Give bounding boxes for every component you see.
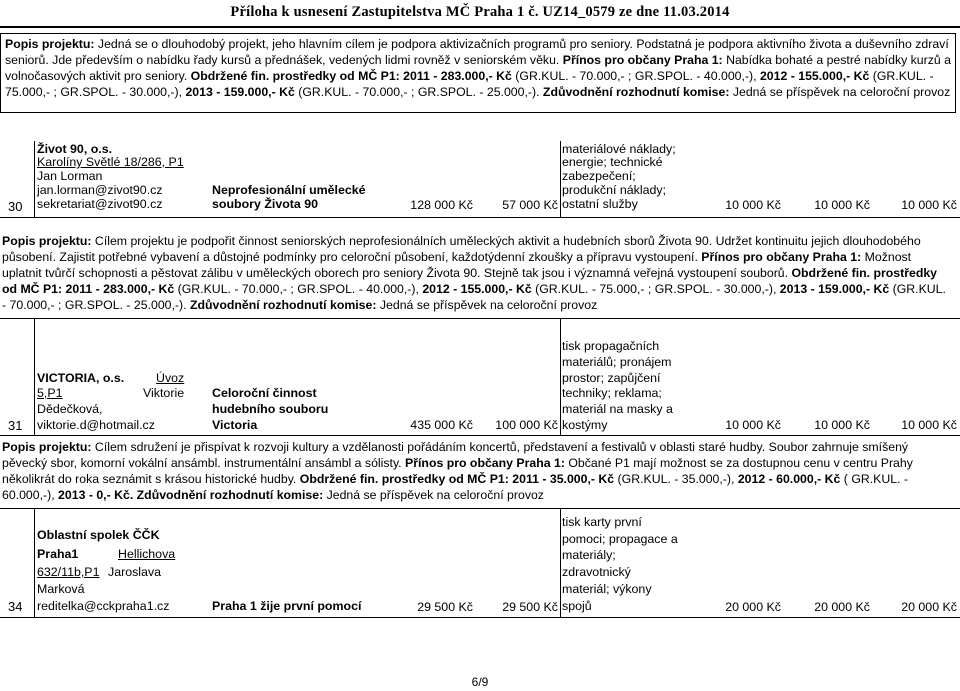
org-contact: Dědečková, <box>37 402 103 416</box>
table-row <box>0 319 960 435</box>
purpose: ostatní služby <box>562 197 638 211</box>
org-name: VICTORIA, o.s. <box>37 371 125 385</box>
org-address: 5,P1 <box>37 386 63 400</box>
funding-2012-label: 2012 - 155.000,- Kč <box>418 282 532 296</box>
funding-2013-text: (GR.KUL. - 70.000,- ; GR.SPOL. - 25.000,-). <box>294 85 540 99</box>
purpose: zabezpečení; <box>562 169 636 183</box>
purpose: tisk karty první <box>562 515 642 529</box>
reason-text: Jedná se příspěvek na celoroční provoz <box>323 488 544 502</box>
purpose: materiálů; pronájem <box>562 355 672 369</box>
amount-3: 10 000 Kč <box>901 198 957 212</box>
benefit-label: Přínos pro občany Praha 1: <box>401 456 565 470</box>
column-divider <box>560 509 561 617</box>
reason-label: Zdůvodnění rozhodnutí komise: <box>133 488 324 502</box>
requested-amount: 57 000 Kč <box>502 198 558 212</box>
column-divider <box>34 509 35 617</box>
org-name: Život 90, o.s. <box>37 142 113 156</box>
column-divider <box>560 141 561 217</box>
purpose: spojů <box>562 599 592 613</box>
row-number: 30 <box>8 199 23 214</box>
column-divider <box>34 319 35 435</box>
funding-text: (GR.KUL. - 70.000,- ; GR.SPOL. - 40.000,-), <box>174 282 419 296</box>
purpose: techniky; reklama; <box>562 386 662 400</box>
requested-amount: 29 500 Kč <box>502 600 558 614</box>
description-label: Popis projektu: <box>2 234 92 248</box>
org-email: sekretariat@zivot90.cz <box>37 197 163 211</box>
description-text: Jedná se o dlouhodobý projekt, jeho hlavním cílem je podpora aktivizačních programů pro seniory. Podstatná je podpora aktivního života a duševního zdraví seniorů. Jde především o nabídku řady kursů a přednášek, vedených lidmi rovněž v seniorském věku. <box>5 37 949 67</box>
purpose: materiál na masky a <box>562 402 673 416</box>
org-name: Oblastní spolek ČČK <box>37 528 160 542</box>
project-name: Praha 1 žije první pomocí <box>212 599 362 613</box>
org-email: viktorie.d@hotmail.cz <box>37 418 155 432</box>
column-divider <box>560 319 561 435</box>
funding-text: (GR.KUL. - 70.000,- ; GR.SPOL. - 40.000,-), <box>511 69 757 83</box>
purpose: materiál; výkony <box>562 582 652 596</box>
org-address: Praha1 <box>37 547 79 561</box>
project-name: hudebního souboru <box>212 402 329 416</box>
description-block-30 <box>0 231 956 311</box>
funding-label: Obdržené fin. prostředky od MČ P1: 2011 - 35.000,- Kč <box>296 472 615 486</box>
amount-2: 10 000 Kč <box>814 418 870 432</box>
column-divider <box>34 141 35 217</box>
amount-2: 20 000 Kč <box>814 600 870 614</box>
benefit-text: Nabídka bohaté a pestré nabídky kurzů a volnočasových aktivit pro seniory. <box>5 53 951 83</box>
amount-1: 10 000 Kč <box>725 418 781 432</box>
org-email: jan.lorman@zivot90.cz <box>37 183 163 197</box>
amount-1: 10 000 Kč <box>725 198 781 212</box>
purpose: materiály; <box>562 548 616 562</box>
purpose: tisk propagačních <box>562 339 660 353</box>
org-address: Hellichova <box>118 547 176 561</box>
table-row <box>0 509 960 617</box>
purpose: zdravotnický <box>562 565 631 579</box>
amount-1: 20 000 Kč <box>725 600 781 614</box>
description-text: Cílem projektu je podpořit činnost seniorských neprofesionálních uměleckých aktivit a hudebních sborů Života 90. Udržet kontinuitu jejich dlouhodobého působení. Zajistit potřebné vybavení a důstojné podmínky pro celoroční působení, každotýdenní zkoušky a přípravu vystoupení. <box>2 234 921 264</box>
org-contact: Marková <box>37 582 85 596</box>
total-cost: 29 500 Kč <box>417 600 473 614</box>
row-number: 34 <box>8 599 23 614</box>
purpose: produkční náklady; <box>562 183 667 197</box>
row-number: 31 <box>8 418 23 433</box>
total-cost: 128 000 Kč <box>410 198 473 212</box>
description-text: Cílem sdružení je přispívat k rozvoji kultury a vzdělanosti pořádáním koncertů, představení a festivalů v oblasti staré hudby. Soubor zahrnuje smíšený pěvecký sbor, komorní vokální ansámbl. instrumentální ansámbl a sólisty. <box>2 440 909 470</box>
description-label: Popis projektu: <box>2 440 92 454</box>
org-contact: Jan Lorman <box>37 169 103 183</box>
reason-text: Jedná se příspěvek na celoroční provoz <box>376 298 598 312</box>
org-email: reditelka@cckpraha1.cz <box>37 599 170 613</box>
funding-2013-text: (GR.KUL. - 70.000,- ; GR.SPOL. - 25.000,-). <box>2 282 946 312</box>
page-title: Příloha k usnesení Zastupitelstva MČ Praha 1 č. UZ14_0579 ze dne 11.03.2014 <box>230 4 730 20</box>
row-divider <box>0 617 960 618</box>
purpose: kostýmy <box>562 418 608 432</box>
description-label: Popis projektu: <box>5 37 95 51</box>
reason-text: Jedná se příspěvek na celoroční provoz <box>729 85 951 99</box>
funding-2012-text: (GR.KUL. - 75.000,- ; GR.SPOL. - 30.000,-), <box>5 69 934 99</box>
funding-label: Obdržené fin. prostředky od MČ P1: 2011 - 283.000,- Kč <box>2 266 938 296</box>
benefit-label: Přínos pro občany Praha 1: <box>559 53 723 67</box>
funding-2013-label: 2013 - 159.000,- Kč <box>776 282 890 296</box>
purpose: energie; technické <box>562 155 663 169</box>
purpose: pomoci; propagace a <box>562 532 678 546</box>
reason-label: Zdůvodnění rozhodnutí komise: <box>186 298 377 312</box>
row-divider <box>0 217 960 218</box>
project-name: Neprofesionální umělecké <box>212 183 366 197</box>
funding-2013-label: 2013 - 159.000,- Kč <box>182 85 295 99</box>
table-row <box>0 141 960 217</box>
amount-2: 10 000 Kč <box>814 198 870 212</box>
funding-2012-text: (GR.KUL. - 75.000,- ; GR.SPOL. - 30.000,-), <box>531 282 777 296</box>
org-contact: Viktorie <box>143 386 185 400</box>
benefit-text: Možnost uplatnit tvůrčí schopnosti a pěstovat zálibu v uměleckých oborech pro seniory Života 90. Stejně tak jsou i významná veřejná vystoupení souborů. <box>2 250 912 280</box>
benefit-label: Přínos pro občany Praha 1: <box>697 250 862 264</box>
funding-2013-label: 2013 - 0,- Kč. <box>54 488 134 502</box>
description-block-top <box>0 33 956 113</box>
page-number: 6/9 <box>471 675 489 689</box>
requested-amount: 100 000 Kč <box>495 418 558 432</box>
description-block-31 <box>0 437 956 503</box>
org-address: Úvoz <box>156 371 185 385</box>
amount-3: 10 000 Kč <box>901 418 957 432</box>
project-name: soubory Života 90 <box>212 197 319 211</box>
funding-label: Obdržené fin. prostředky od MČ P1: 2011 - 283.000,- Kč <box>187 69 512 83</box>
total-cost: 435 000 Kč <box>410 418 473 432</box>
header-divider <box>0 26 960 28</box>
funding-2012-label: 2012 - 155.000,- Kč <box>756 69 870 83</box>
reason-label: Zdůvodnění rozhodnutí komise: <box>539 85 730 99</box>
purpose: materiálové náklady; <box>562 142 676 156</box>
org-contact: Jaroslava <box>108 565 162 579</box>
org-address: Karolíny Světlé 18/286, P1 <box>37 155 184 169</box>
amount-3: 20 000 Kč <box>901 600 957 614</box>
benefit-text: Občané P1 mají možnost se za dostupnou cenu v centru Prahy několikrát do roka seznámit s krásou historické hudby. <box>2 456 913 486</box>
row-divider <box>0 435 960 436</box>
funding-2012-label: 2012 - 60.000,- Kč <box>734 472 841 486</box>
org-address: 632/11b,P1 <box>37 565 100 579</box>
funding-text: (GR.KUL. - 35.000,-), <box>614 472 735 486</box>
project-name: Celoroční činnost <box>212 386 317 400</box>
funding-2012-text: ( GR.KUL. - 60.000,-), <box>2 472 909 502</box>
purpose: prostor; zapůjčení <box>562 371 661 385</box>
project-name: Victoria <box>212 418 258 432</box>
